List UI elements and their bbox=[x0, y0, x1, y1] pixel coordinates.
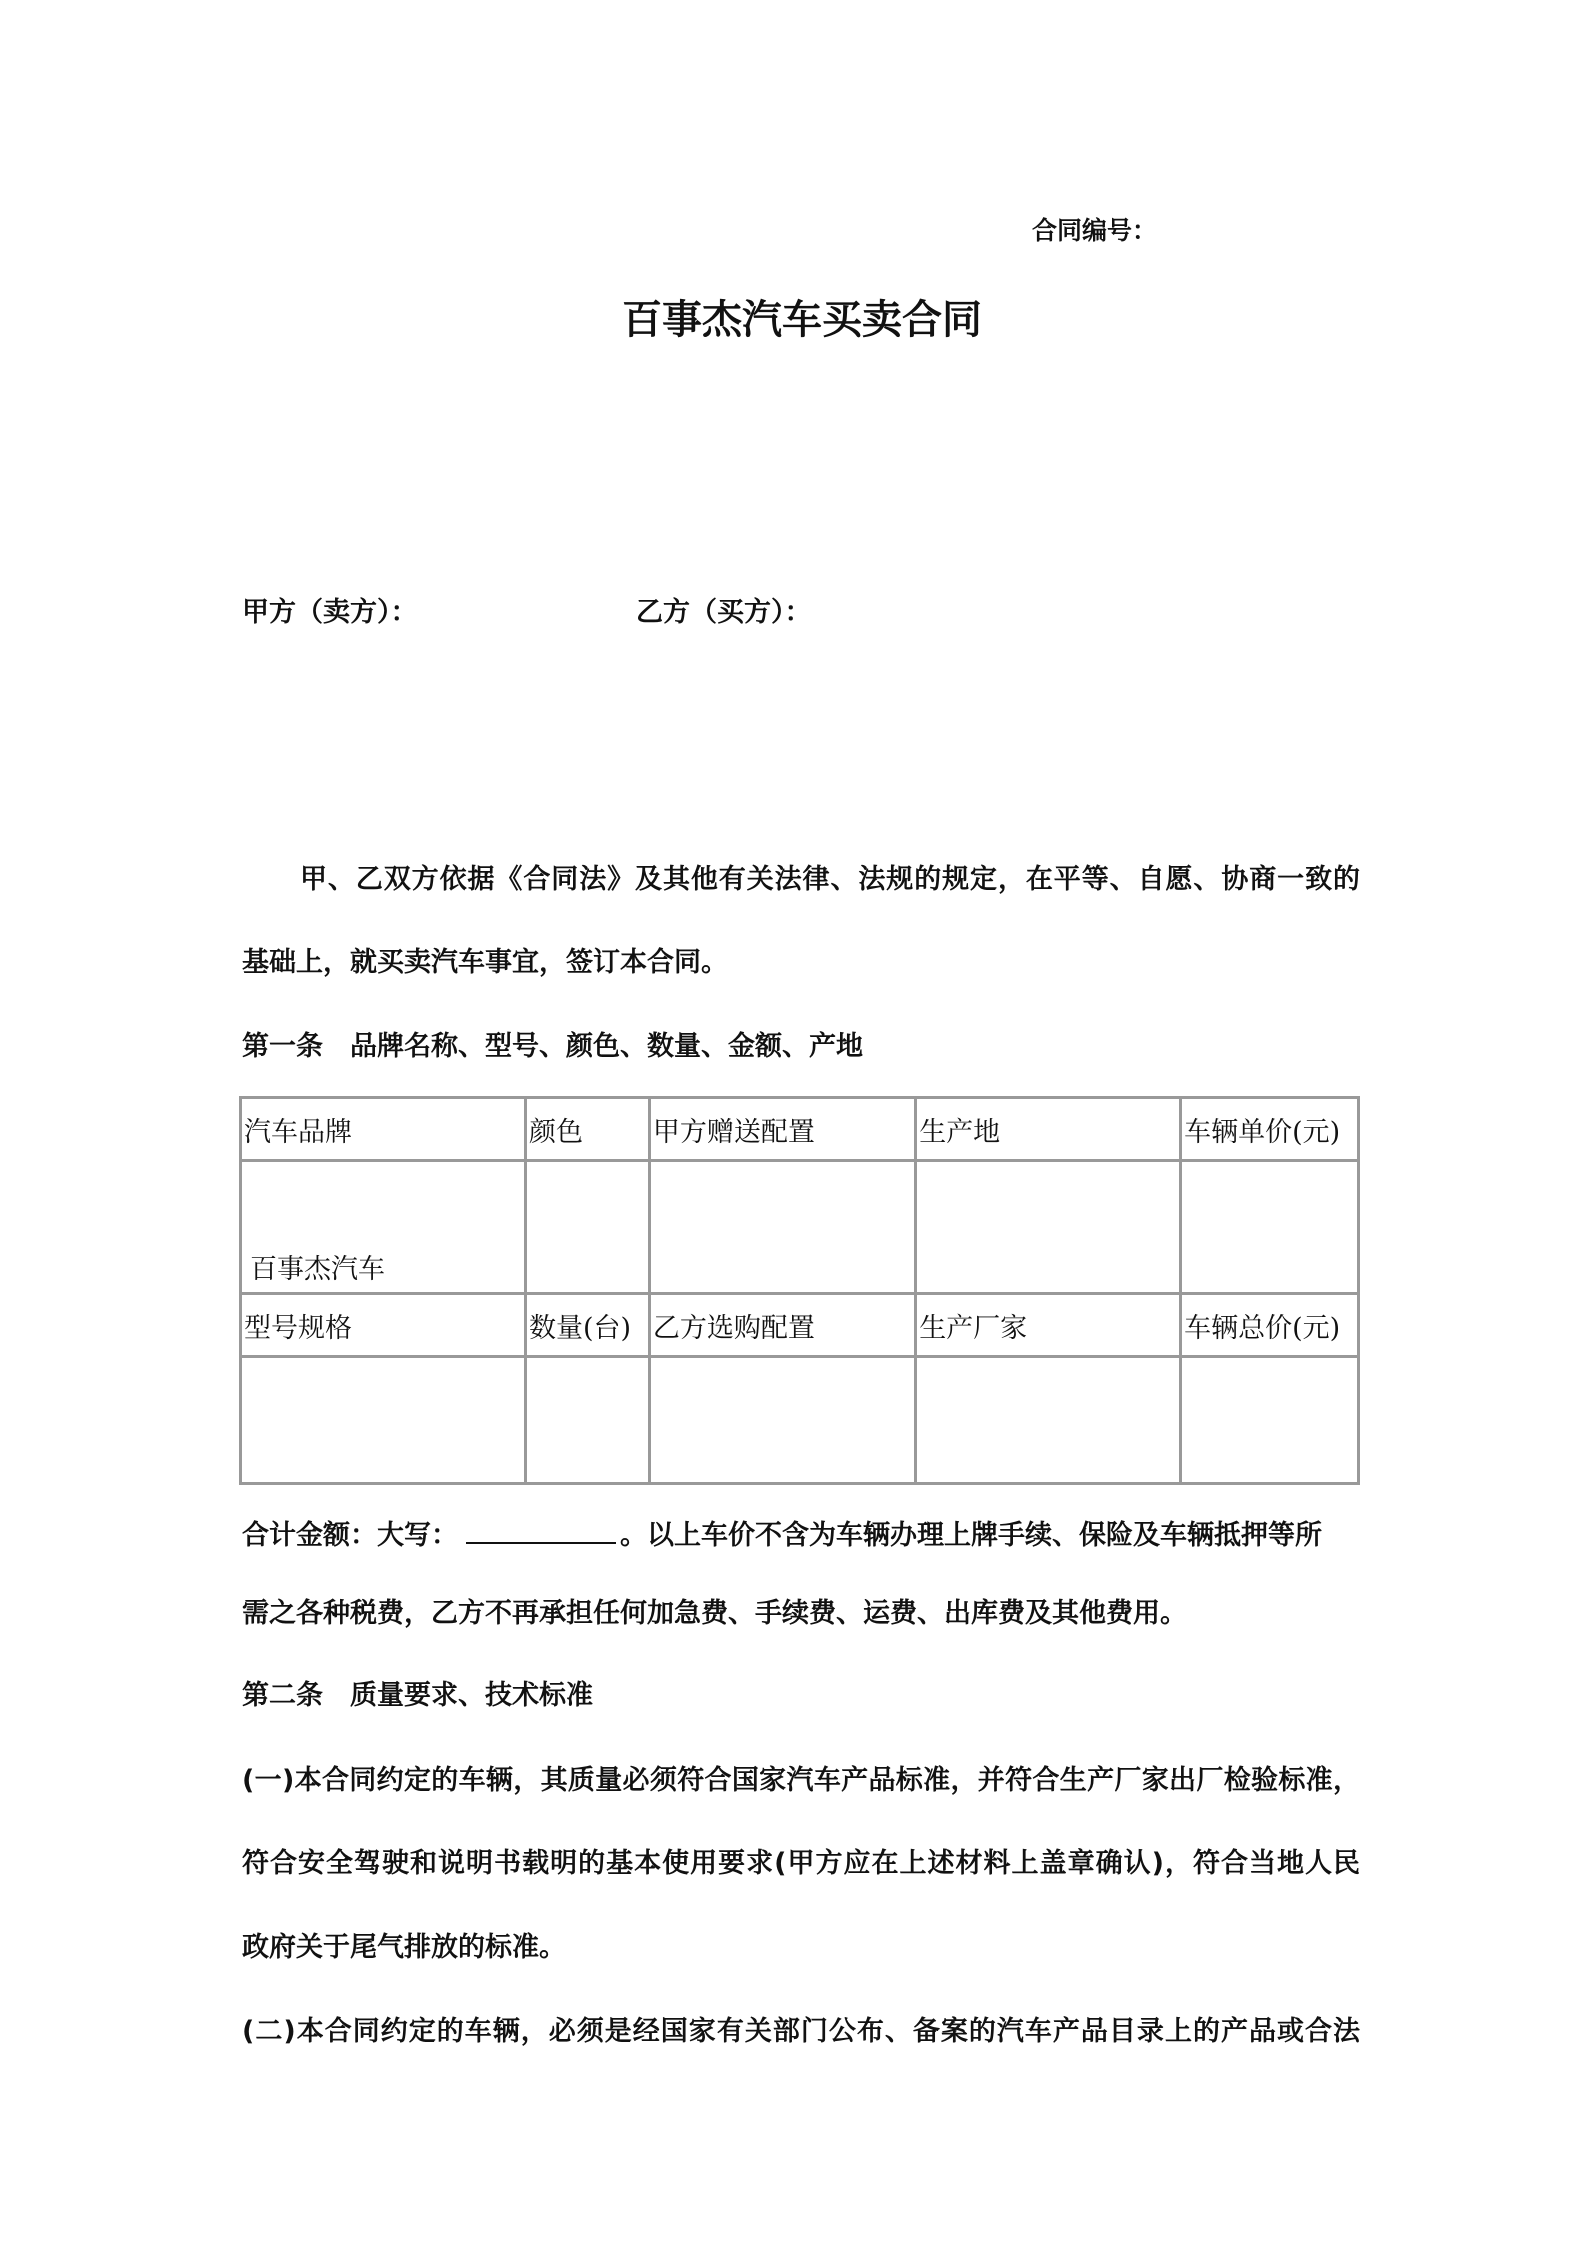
table-cell[interactable] bbox=[649, 1357, 915, 1484]
header-cell: 乙方选购配置 bbox=[649, 1294, 915, 1357]
intro-line-1: 甲、乙双方依据《合同法》及其他有关法律、法规的规定，在平等、自愿、协商一致的 bbox=[300, 864, 1360, 895]
table-cell[interactable] bbox=[1181, 1357, 1359, 1484]
header-cell: 型号规格 bbox=[241, 1294, 526, 1357]
intro-line-2: 基础上，就买卖汽车事宜，签订本合同。 bbox=[242, 947, 728, 978]
total-rest: 。以上车价不含为车辆办理上牌手续、保险及车辆抵押等所 bbox=[620, 1520, 1322, 1551]
total-label: 合计金额：大写： bbox=[242, 1520, 458, 1551]
article-1-heading: 第一条 品牌名称、型号、颜色、数量、金额、产地 bbox=[242, 1031, 863, 1062]
page-title: 百事杰汽车买卖合同 bbox=[622, 297, 982, 343]
table-header-row bbox=[241, 1294, 1359, 1357]
article-2-heading: 第二条 质量要求、技术标准 bbox=[242, 1680, 593, 1711]
total-line-2: 需之各种税费，乙方不再承担任何加急费、手续费、运费、出库费及其他费用。 bbox=[242, 1598, 1187, 1629]
header-cell: 汽车品牌 bbox=[241, 1098, 526, 1161]
clause-1-line-1: (一)本合同约定的车辆，其质量必须符合国家汽车产品标准，并符合生产厂家出厂检验标准， bbox=[242, 1765, 1360, 1796]
header-cell: 颜色 bbox=[526, 1098, 650, 1161]
clause-2-line-1: (二)本合同约定的车辆，必须是经国家有关部门公布、备案的汽车产品目录上的产品或合法 bbox=[242, 2016, 1360, 2047]
table-cell[interactable] bbox=[526, 1161, 650, 1294]
table-cell[interactable] bbox=[649, 1161, 915, 1294]
table-header-row bbox=[241, 1098, 1359, 1161]
vehicle-table bbox=[239, 1096, 1360, 1485]
table-cell[interactable] bbox=[916, 1161, 1181, 1294]
party-b-label: 乙方（买方）： bbox=[636, 597, 812, 628]
table-cell[interactable] bbox=[241, 1357, 526, 1484]
header-cell: 车辆总价(元) bbox=[1181, 1294, 1359, 1357]
header-cell: 生产厂家 bbox=[916, 1294, 1181, 1357]
clause-1-line-2: 符合安全驾驶和说明书载明的基本使用要求(甲方应在上述材料上盖章确认)，符合当地人民 bbox=[242, 1848, 1360, 1879]
table-cell[interactable] bbox=[526, 1357, 650, 1484]
total-amount-blank[interactable] bbox=[466, 1516, 616, 1544]
table-cell[interactable]: 百事杰汽车 bbox=[241, 1161, 526, 1294]
table-cell[interactable] bbox=[1181, 1161, 1359, 1294]
total-amount-line bbox=[242, 1516, 1322, 1553]
table-cell[interactable] bbox=[916, 1357, 1181, 1484]
header-cell: 数量(台) bbox=[526, 1294, 650, 1357]
header-cell: 生产地 bbox=[916, 1098, 1181, 1161]
table-row bbox=[241, 1357, 1359, 1484]
party-a-label: 甲方（卖方）： bbox=[242, 597, 418, 628]
contract-number-label: 合同编号： bbox=[1032, 216, 1158, 245]
table-row bbox=[241, 1161, 1359, 1294]
clause-1-line-3: 政府关于尾气排放的标准。 bbox=[242, 1932, 566, 1963]
header-cell: 车辆单价(元) bbox=[1181, 1098, 1359, 1161]
header-cell: 甲方赠送配置 bbox=[649, 1098, 915, 1161]
